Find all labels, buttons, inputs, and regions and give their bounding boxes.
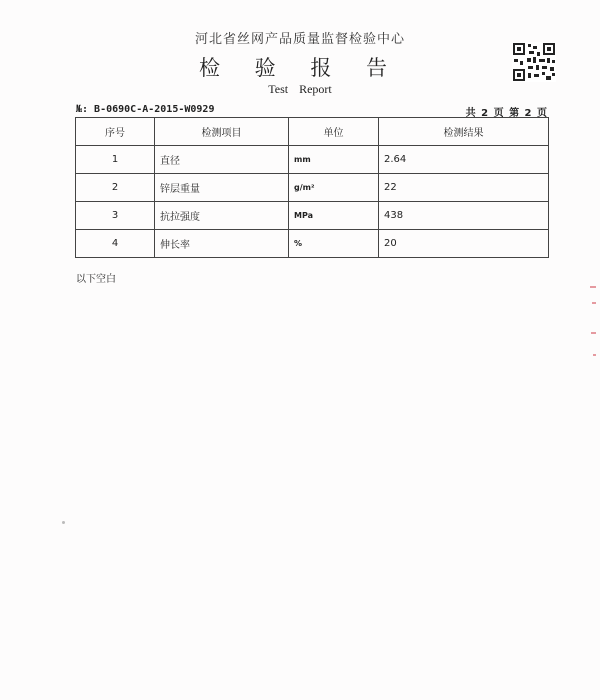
- stamp-edge-mark: [592, 302, 596, 304]
- header-unit: 单位: [289, 118, 379, 146]
- table-row: [76, 202, 549, 230]
- stamp-edge-mark: [591, 332, 596, 334]
- cell-item: 伸长率: [155, 230, 289, 258]
- report-number: №: B-0690C-A-2015-W0929: [76, 104, 215, 115]
- cell-no: 3: [76, 202, 155, 230]
- cell-item: 锌层重量: [155, 174, 289, 202]
- header-no: 序号: [76, 118, 155, 146]
- cell-result: 20: [379, 230, 549, 258]
- cell-unit: %: [289, 230, 379, 258]
- table-header-row: [76, 118, 549, 146]
- stamp-edge-mark: [590, 286, 596, 288]
- cell-result: 438: [379, 202, 549, 230]
- table-row: [76, 230, 549, 258]
- header-item: 检测项目: [155, 118, 289, 146]
- report-title-cn: 检 验 报 告: [198, 56, 402, 80]
- qr-code-icon: [512, 42, 556, 82]
- scan-speck: [62, 521, 65, 524]
- cell-item: 抗拉强度: [155, 202, 289, 230]
- report-title-en: Test Report: [268, 82, 332, 96]
- page-count: 共 2 页 第 2 页: [465, 108, 548, 119]
- organization-name: 河北省丝网产品质量监督检验中心: [194, 32, 405, 47]
- cell-item: 直径: [155, 146, 289, 174]
- stamp-edge-mark: [593, 354, 596, 356]
- blank-below-note: 以下空白: [76, 274, 116, 285]
- cell-unit: mm: [289, 146, 379, 174]
- cell-no: 2: [76, 174, 155, 202]
- cell-no: 1: [76, 146, 155, 174]
- cell-result: 22: [379, 174, 549, 202]
- header-result: 检测结果: [379, 118, 549, 146]
- table-row: [76, 146, 549, 174]
- cell-no: 4: [76, 230, 155, 258]
- cell-unit: MPa: [289, 202, 379, 230]
- cell-result: 2.64: [379, 146, 549, 174]
- cell-unit: g/m²: [289, 174, 379, 202]
- table-row: [76, 174, 549, 202]
- test-results-table: [75, 117, 549, 258]
